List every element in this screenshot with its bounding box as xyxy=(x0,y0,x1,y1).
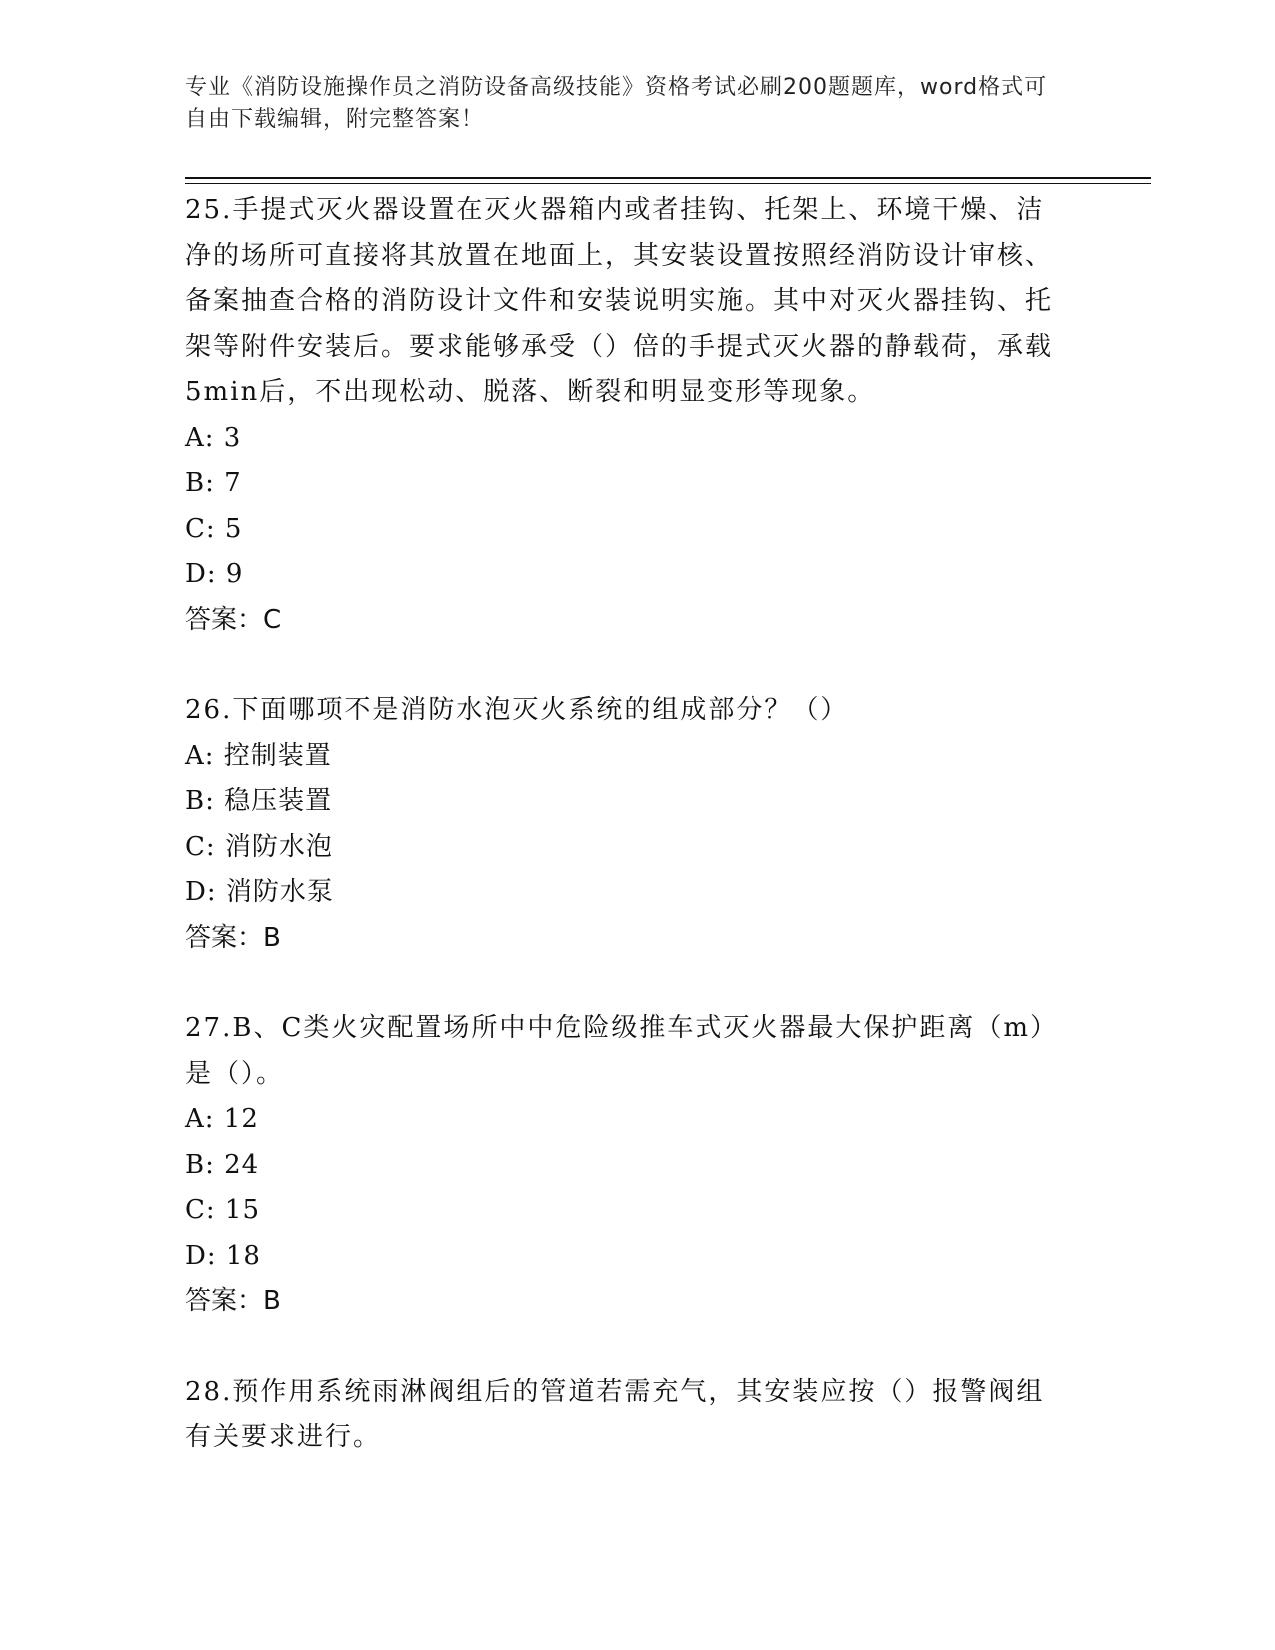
question-spacer xyxy=(185,1325,1065,1370)
question-25 xyxy=(185,188,1065,643)
option-c: C: 5 xyxy=(185,513,243,544)
question-stem: 25.手提式灭火器设置在灭火器箱内或者挂钩、托架上、环境干燥、洁净的场所可直接将其放置在地面上，其安装设置按照经消防设计审核、备案抽查合格的消防设计文件和安装说明实施。其中对灭火器挂钩、托架等附件安装后。要求能够承受（）倍的手提式灭火器的静载荷，承载5min后，不出现松动、脱落、断裂和明显变形等现象。 xyxy=(185,195,1054,407)
question-spacer xyxy=(185,643,1065,688)
document-header: 专业《消防设施操作员之消防设备高级技能》资格考试必刷200题题库，word格式可自由下载编辑，附完整答案！ xyxy=(185,75,1048,132)
question-spacer xyxy=(185,961,1065,1006)
answer-line: 答案：B xyxy=(185,1286,281,1316)
option-b: B: 稳压装置 xyxy=(185,786,333,816)
question-stem: 27.B、C类火灾配置场所中中危险级推车式灭火器最大保护距离（m）是（）。 xyxy=(185,1013,1059,1089)
question-26 xyxy=(185,688,1065,961)
answer-line: 答案：B xyxy=(185,922,281,953)
header-divider-top xyxy=(185,177,1151,179)
question-28 xyxy=(185,1370,1065,1461)
option-a: A: 控制装置 xyxy=(185,740,332,771)
option-b: B: 7 xyxy=(185,468,242,498)
header-divider-bottom xyxy=(185,183,1151,184)
option-b: B: 24 xyxy=(185,1149,260,1180)
question-list xyxy=(185,188,1065,1461)
question-stem: 28.预作用系统雨淋阀组后的管道若需充气，其安装应按（）报警阀组有关要求进行。 xyxy=(185,1376,1045,1452)
answer-line: 答案：C xyxy=(185,604,282,635)
option-d: D: 消防水泵 xyxy=(185,877,334,907)
option-c: C: 消防水泡 xyxy=(185,831,333,862)
option-c: C: 15 xyxy=(185,1195,261,1225)
question-27 xyxy=(185,1006,1065,1325)
option-a: A: 3 xyxy=(185,422,242,453)
option-a: A: 12 xyxy=(185,1104,259,1134)
option-d: D: 18 xyxy=(185,1240,261,1271)
question-stem: 26.下面哪项不是消防水泡灭火系统的组成部分？（） xyxy=(185,695,849,725)
option-d: D: 9 xyxy=(185,559,244,589)
